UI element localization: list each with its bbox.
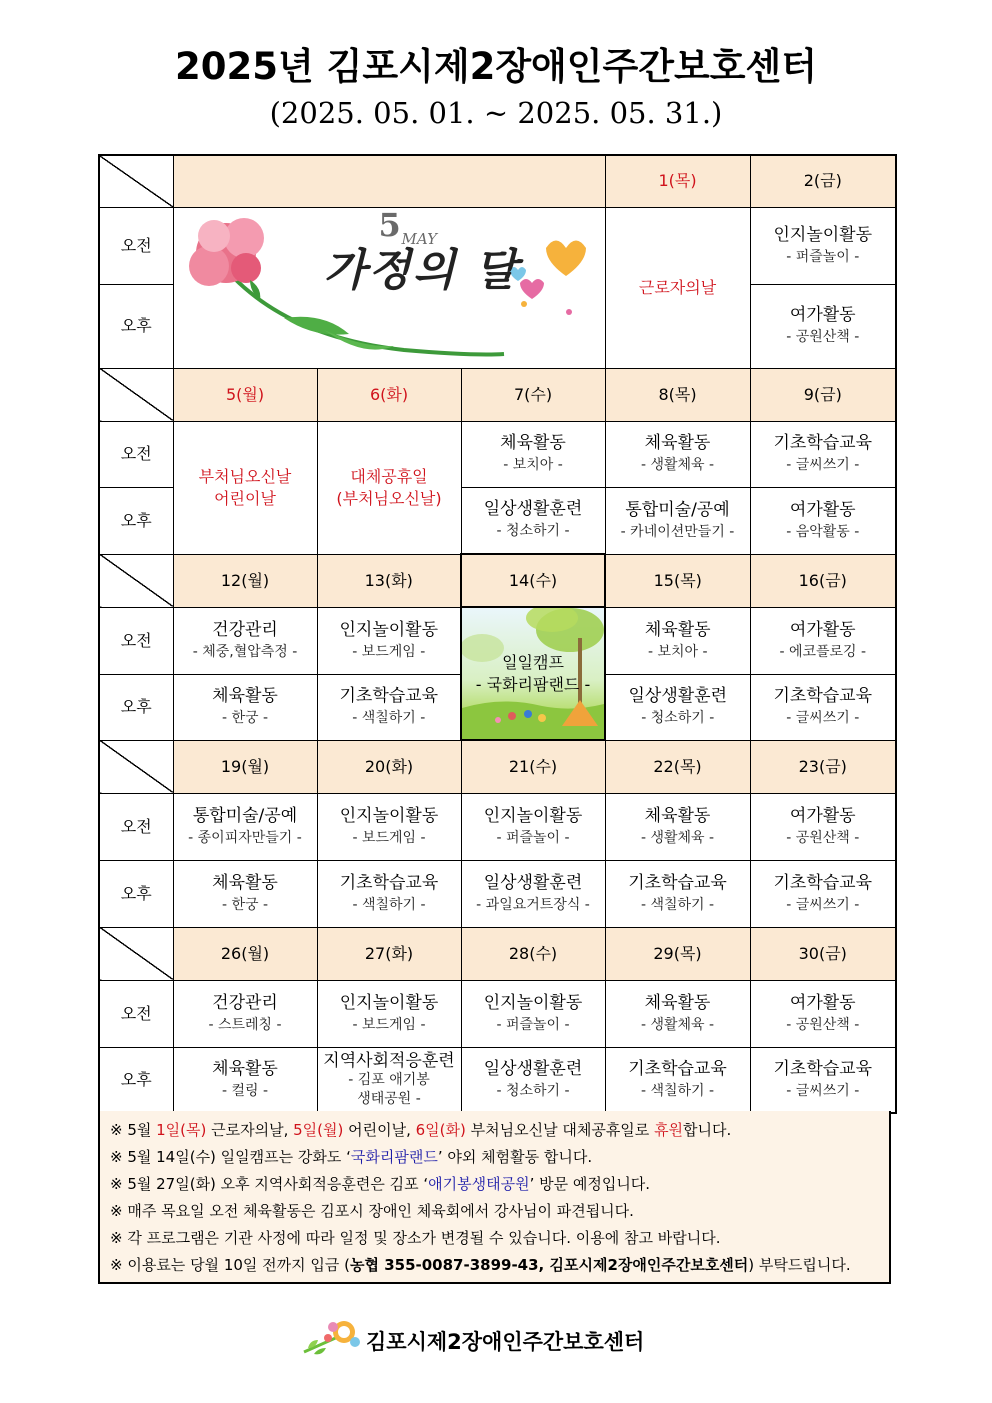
am-label: 오전 bbox=[99, 421, 173, 487]
notice-text: 합니다. bbox=[683, 1121, 732, 1139]
activity-detail: - 음악활동 - bbox=[786, 523, 860, 540]
day-header: 6(화) bbox=[317, 368, 461, 421]
activity-cell bbox=[605, 793, 750, 860]
pm-label: 오후 bbox=[99, 487, 173, 554]
pm-label: 오후 bbox=[99, 1047, 173, 1113]
activity-detail: - 보드게임 - bbox=[352, 643, 426, 660]
am-label: 오전 bbox=[99, 607, 173, 674]
pm-label: 오후 bbox=[99, 860, 173, 927]
activity-title: 체육활동 bbox=[644, 805, 711, 826]
pm-label: 오후 bbox=[99, 674, 173, 740]
notice-text: ) 부탁드립니다. bbox=[748, 1256, 851, 1274]
activity-detail: - 종이피자만들기 - bbox=[188, 829, 302, 846]
activity-detail: - 생활체육 - bbox=[640, 1016, 715, 1033]
activity-detail: - 보치아 - bbox=[503, 457, 563, 473]
activity-detail: - 글씨쓰기 - bbox=[786, 896, 860, 913]
activity-detail: - 청소하기 - bbox=[496, 1082, 570, 1099]
activity-title: 여가활동 bbox=[789, 619, 856, 640]
activity-detail: - 퍼즐놀이 - bbox=[496, 829, 570, 846]
activity-detail: - 색칠하기 - bbox=[352, 896, 426, 913]
activity-cell bbox=[461, 487, 605, 554]
notice-text: ’ 방문 예정입니다. bbox=[529, 1175, 651, 1193]
notice-highlight: 5일(월) bbox=[293, 1121, 344, 1139]
holiday-line: 부처님오신날 bbox=[198, 466, 292, 486]
activity-title: 체육활동 bbox=[212, 686, 278, 706]
activity-cell bbox=[750, 980, 896, 1047]
activity-title: 체육활동 bbox=[212, 872, 278, 893]
day-header: 21(수) bbox=[461, 740, 605, 793]
day-header: 28(수) bbox=[461, 927, 605, 980]
activity-detail: - 체중,혈압측정 - bbox=[192, 643, 298, 660]
notice-payment bbox=[110, 1252, 889, 1279]
activity-cell bbox=[750, 207, 896, 284]
activity-cell bbox=[461, 980, 605, 1047]
notice-text: ※ 5월 14일(수) 일일캠프는 강화도 ‘ bbox=[110, 1148, 351, 1166]
week2-day-header-row bbox=[99, 368, 896, 421]
activity-title: 체육활동 bbox=[212, 1058, 278, 1079]
activity-cell bbox=[605, 980, 750, 1047]
schedule-period: (2025. 05. 01. ~ 2025. 05. 31.) bbox=[269, 96, 723, 130]
activity-detail: - 공원산책 - bbox=[786, 329, 860, 346]
activity-cell bbox=[173, 1047, 317, 1113]
day-header: 19(월) bbox=[173, 740, 317, 793]
activity-cell bbox=[461, 793, 605, 860]
activity-title: 건강관리 bbox=[212, 992, 278, 1013]
notice-text: ’ 야외 체험활동 합니다. bbox=[437, 1148, 593, 1166]
corner-cell bbox=[99, 554, 173, 607]
activity-title: 일상생활훈련 bbox=[483, 872, 583, 893]
day-header: 29(목) bbox=[605, 927, 750, 980]
activity-cell bbox=[461, 860, 605, 927]
activity-detail: - 보치아 - bbox=[647, 643, 708, 660]
day-header: 14(수) bbox=[461, 554, 605, 607]
footer bbox=[300, 1318, 720, 1358]
activity-detail: - 공원산책 - bbox=[786, 1016, 860, 1033]
activity-detail: - 퍼즐놀이 - bbox=[496, 1016, 570, 1033]
activity-title: 지역사회적응훈련 bbox=[323, 1050, 455, 1071]
monthly-schedule-table bbox=[98, 154, 897, 1114]
activity-detail: - 청소하기 - bbox=[641, 710, 715, 726]
activity-cell bbox=[605, 487, 750, 554]
day-header: 16(금) bbox=[750, 554, 896, 607]
activity-cell bbox=[750, 421, 896, 487]
activity-title: 일상생활훈련 bbox=[483, 1058, 583, 1079]
empty-day-header bbox=[173, 155, 605, 207]
notice-highlight: 6일(화) bbox=[415, 1121, 466, 1139]
day-header: 22(목) bbox=[605, 740, 750, 793]
holiday-substitute bbox=[317, 421, 461, 554]
activity-detail: - 과일요거트장식 - bbox=[476, 896, 590, 913]
notice-holidays bbox=[110, 1117, 889, 1144]
activity-cell bbox=[317, 674, 461, 740]
activity-cell bbox=[605, 421, 750, 487]
activity-detail: - 글씨쓰기 - bbox=[786, 1082, 860, 1099]
banner-month-number: 5 bbox=[378, 207, 401, 244]
activity-title: 인지놀이활동 bbox=[483, 992, 583, 1013]
notice-text: ※ 5월 bbox=[110, 1121, 157, 1139]
activity-cell bbox=[461, 1047, 605, 1113]
activity-cell bbox=[317, 607, 461, 674]
week1-day-header-row bbox=[99, 155, 896, 207]
day-header: 8(목) bbox=[605, 368, 750, 421]
notice-highlight: 애기봉생태공원 bbox=[428, 1175, 530, 1193]
notice-text: 부처님오신날 대체공휴일로 bbox=[465, 1121, 655, 1139]
activity-detail: - 보드게임 - bbox=[352, 1016, 426, 1033]
activity-detail: - 카네이션만들기 - bbox=[620, 523, 735, 540]
day-header: 12(월) bbox=[173, 554, 317, 607]
activity-cell bbox=[750, 793, 896, 860]
activity-title: 건강관리 bbox=[212, 619, 278, 640]
camp-location: - 국화리팜랜드 - bbox=[475, 674, 591, 694]
page-title: 2025년 김포시제2장애인주간보호센터 bbox=[175, 45, 817, 88]
activity-title: 여가활동 bbox=[789, 305, 856, 326]
activity-cell bbox=[750, 1047, 896, 1113]
activity-cell bbox=[750, 284, 896, 368]
notice-community-training bbox=[110, 1171, 889, 1198]
holiday-childrens-day bbox=[173, 421, 317, 554]
activity-cell bbox=[605, 607, 750, 674]
activity-cell bbox=[605, 860, 750, 927]
footer-org-name: 김포시제2장애인주간보호센터 bbox=[366, 1330, 645, 1354]
notice-day-camp bbox=[110, 1144, 889, 1171]
am-label: 오전 bbox=[99, 207, 173, 284]
corner-cell bbox=[99, 155, 173, 207]
activity-title: 일상생활훈련 bbox=[483, 499, 583, 520]
activity-cell bbox=[173, 860, 317, 927]
day-header: 5(월) bbox=[173, 368, 317, 421]
activity-cell bbox=[317, 980, 461, 1047]
activity-detail: - 컬링 - bbox=[221, 1082, 269, 1099]
banner-month-english: MAY bbox=[401, 229, 437, 248]
holiday-line: 대체공휴일 bbox=[350, 466, 428, 486]
notice-highlight: 1일(목) bbox=[156, 1121, 207, 1139]
notice-schedule-change: ※ 각 프로그램은 기관 사정에 따라 일정 및 장소가 변경될 수 있습니다. 이용에 참고 바랍니다. bbox=[110, 1229, 721, 1247]
activity-title: 체육활동 bbox=[644, 992, 711, 1013]
activity-cell bbox=[750, 607, 896, 674]
activity-detail: - 청소하기 - bbox=[496, 523, 570, 540]
day-header: 30(금) bbox=[750, 927, 896, 980]
activity-title: 체육활동 bbox=[644, 619, 711, 640]
activity-title: 기초학습교육 bbox=[773, 872, 873, 893]
holiday-line: 어린이날 bbox=[214, 488, 276, 508]
activity-cell bbox=[605, 674, 750, 740]
activity-title: 여가활동 bbox=[789, 805, 856, 826]
week3-day-header-row bbox=[99, 554, 896, 607]
activity-title: 기초학습교육 bbox=[773, 686, 873, 706]
activity-cell bbox=[173, 607, 317, 674]
activity-detail: - 색칠하기 - bbox=[352, 710, 426, 726]
activity-title: 통합미술/공예 bbox=[192, 805, 298, 826]
activity-title: 기초학습교육 bbox=[628, 872, 727, 893]
activity-title: 인지놀이활동 bbox=[339, 992, 439, 1013]
banner-title: 가정의 달 bbox=[323, 244, 519, 296]
activity-title: 인지놀이활동 bbox=[483, 805, 583, 826]
corner-cell bbox=[99, 927, 173, 980]
activity-cell bbox=[317, 793, 461, 860]
activity-cell bbox=[750, 487, 896, 554]
activity-title: 인지놀이활동 bbox=[339, 619, 439, 640]
activity-title: 기초학습교육 bbox=[773, 1058, 873, 1079]
activity-detail: - 김포 애기봉 bbox=[348, 1071, 430, 1088]
activity-detail: - 색칠하기 - bbox=[640, 1082, 715, 1099]
flower-logo-icon bbox=[300, 1318, 364, 1358]
activity-cell bbox=[750, 860, 896, 927]
am-label: 오전 bbox=[99, 793, 173, 860]
activity-title: 기초학습교육 bbox=[773, 433, 873, 453]
activity-cell bbox=[173, 674, 317, 740]
activity-title: 통합미술/공예 bbox=[625, 499, 730, 520]
holiday-line: (부처님오신날) bbox=[336, 488, 442, 508]
activity-detail: 생태공원 - bbox=[357, 1090, 421, 1107]
day-header: 15(목) bbox=[605, 554, 750, 607]
day-header: 1(목) bbox=[605, 155, 750, 207]
activity-detail: - 생활체육 - bbox=[640, 829, 715, 846]
activity-title: 체육활동 bbox=[644, 433, 711, 453]
activity-title: 기초학습교육 bbox=[628, 1058, 727, 1079]
activity-cell bbox=[461, 421, 605, 487]
activity-title: 일상생활훈련 bbox=[628, 686, 728, 706]
day-header: 20(화) bbox=[317, 740, 461, 793]
notice-highlight: 휴원 bbox=[654, 1121, 684, 1139]
day-header: 27(화) bbox=[317, 927, 461, 980]
activity-detail: - 한궁 - bbox=[221, 710, 269, 726]
notice-text: ※ 5월 27일(화) 오후 지역사회적응훈련은 김포 ‘ bbox=[110, 1175, 429, 1193]
activity-detail: - 한궁 - bbox=[221, 896, 269, 913]
corner-cell bbox=[99, 368, 173, 421]
notice-text: ※ 이용료는 당월 10일 전까지 입금 ( bbox=[110, 1256, 350, 1274]
activity-title: 인지놀이활동 bbox=[339, 805, 439, 826]
activity-cell bbox=[605, 1047, 750, 1113]
activity-cell bbox=[750, 674, 896, 740]
activity-detail: - 공원산책 - bbox=[786, 829, 860, 846]
activity-detail: - 스트레칭 - bbox=[208, 1016, 282, 1033]
activity-detail: - 보드게임 - bbox=[352, 829, 426, 846]
day-header: 13(화) bbox=[317, 554, 461, 607]
activity-title: 기초학습교육 bbox=[339, 686, 439, 706]
family-month-banner bbox=[173, 207, 605, 368]
notice-text: 근로자의날, bbox=[206, 1121, 294, 1139]
pm-label: 오후 bbox=[99, 284, 173, 368]
day-camp-cell bbox=[461, 607, 605, 740]
holiday-labor-day: 근로자의날 bbox=[605, 207, 750, 368]
day-header: 2(금) bbox=[750, 155, 896, 207]
day-header: 26(월) bbox=[173, 927, 317, 980]
activity-detail: - 퍼즐놀이 - bbox=[786, 248, 860, 265]
day-header: 23(금) bbox=[750, 740, 896, 793]
activity-cell bbox=[173, 980, 317, 1047]
activity-detail: - 색칠하기 - bbox=[640, 896, 715, 913]
activity-title: 여가활동 bbox=[789, 992, 856, 1013]
notice-text: 어린이날, bbox=[343, 1121, 416, 1139]
day-header: 9(금) bbox=[750, 368, 896, 421]
activity-title: 여가활동 bbox=[789, 499, 856, 520]
week5-day-header-row bbox=[99, 927, 896, 980]
corner-cell bbox=[99, 740, 173, 793]
activity-title: 체육활동 bbox=[500, 433, 566, 453]
am-label: 오전 bbox=[99, 980, 173, 1047]
activity-detail: - 생활체육 - bbox=[640, 457, 715, 473]
notice-thursday-sports: ※ 매주 목요일 오전 체육활동은 김포시 장애인 체육회에서 강사님이 파견됩니다. bbox=[110, 1202, 634, 1220]
activity-cell bbox=[317, 860, 461, 927]
day-header: 7(수) bbox=[461, 368, 605, 421]
bank-account: 농협 355-0087-3899-43, 김포시제2장애인주간보호센터 bbox=[350, 1256, 749, 1274]
activity-title: 인지놀이활동 bbox=[773, 224, 873, 245]
activity-detail: - 글씨쓰기 - bbox=[786, 457, 860, 473]
activity-detail: - 글씨쓰기 - bbox=[786, 710, 860, 726]
notice-box bbox=[98, 1111, 891, 1284]
activity-cell bbox=[317, 1047, 461, 1113]
week4-day-header-row bbox=[99, 740, 896, 793]
notice-highlight: 국화리팜랜드 bbox=[350, 1148, 438, 1166]
activity-detail: - 에코플로깅 - bbox=[779, 643, 867, 660]
activity-cell bbox=[173, 793, 317, 860]
camp-title: 일일캠프 bbox=[502, 652, 564, 672]
activity-title: 기초학습교육 bbox=[339, 872, 439, 893]
